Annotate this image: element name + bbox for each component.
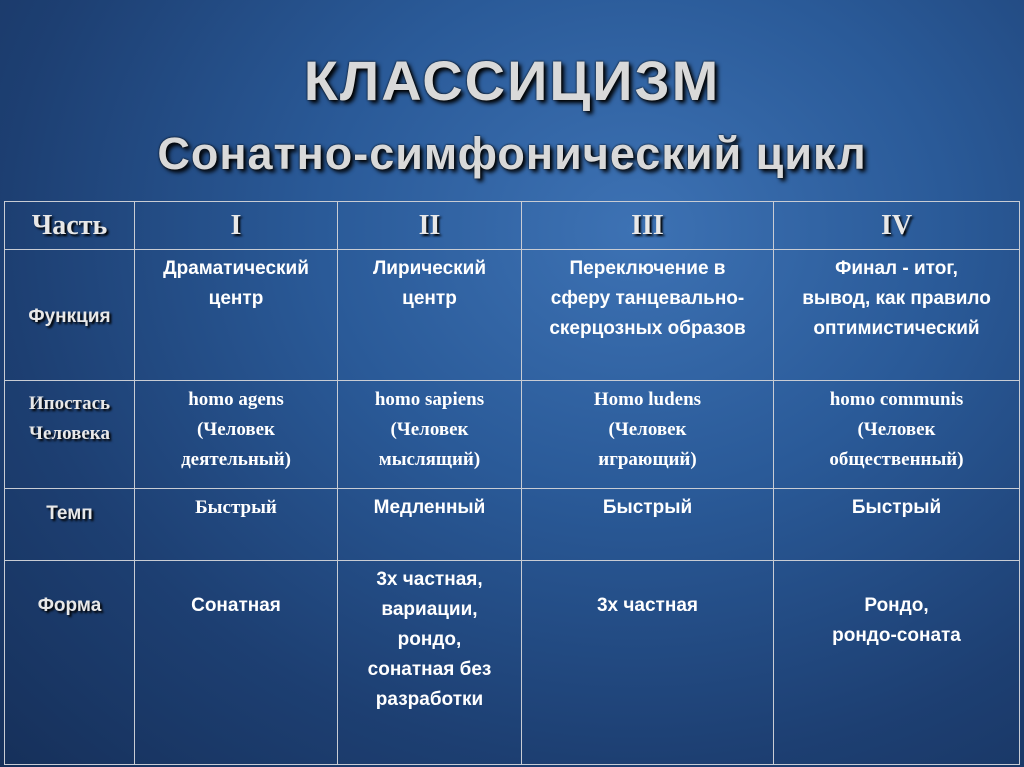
table-cell: 3х частная [522, 561, 774, 765]
table-row-function [5, 250, 1020, 381]
row-label-function: Функция [5, 250, 135, 381]
row-label-tempo: Темп [5, 489, 135, 561]
table-cell: homo agens (Человек деятельный) [135, 381, 338, 489]
header-cell-3: III [522, 202, 774, 250]
slide-title: КЛАССИЦИЗМ [303, 49, 721, 112]
table-cell: Переключение в сферу танцевально- скерцозных образов [522, 250, 774, 381]
table-row-hypostasis [5, 381, 1020, 489]
sonata-cycle-table [4, 201, 1020, 765]
table-cell: Медленный [338, 489, 522, 561]
header-cell-4: IV [774, 202, 1020, 250]
table-header-row [5, 202, 1020, 250]
row-label-hypostasis: Ипостась Человека [5, 381, 135, 489]
table-cell: homo sapiens (Человек мыслящий) [338, 381, 522, 489]
table-cell: Финал - итог, вывод, как правило оптимистический [774, 250, 1020, 381]
row-label-form: Форма [5, 561, 135, 765]
table-cell: Драматический центр [135, 250, 338, 381]
table-cell: Быстрый [522, 489, 774, 561]
slide-subtitle: Сонатно-симфонический цикл [157, 128, 867, 179]
table-row-form [5, 561, 1020, 765]
table-cell: homo communis (Человек общественный) [774, 381, 1020, 489]
table-cell: Быстрый [774, 489, 1020, 561]
table-cell: Рондо, рондо-соната [774, 561, 1020, 765]
table-cell: Homo ludens (Человек играющий) [522, 381, 774, 489]
table-cell: Быстрый [135, 489, 338, 561]
table-cell: 3х частная, вариации, рондо, сонатная без разработки [338, 561, 522, 765]
table-cell: Сонатная [135, 561, 338, 765]
header-cell-1: I [135, 202, 338, 250]
table-row-tempo [5, 489, 1020, 561]
header-cell-2: II [338, 202, 522, 250]
table-cell: Лирический центр [338, 250, 522, 381]
header-cell-part: Часть [5, 202, 135, 250]
